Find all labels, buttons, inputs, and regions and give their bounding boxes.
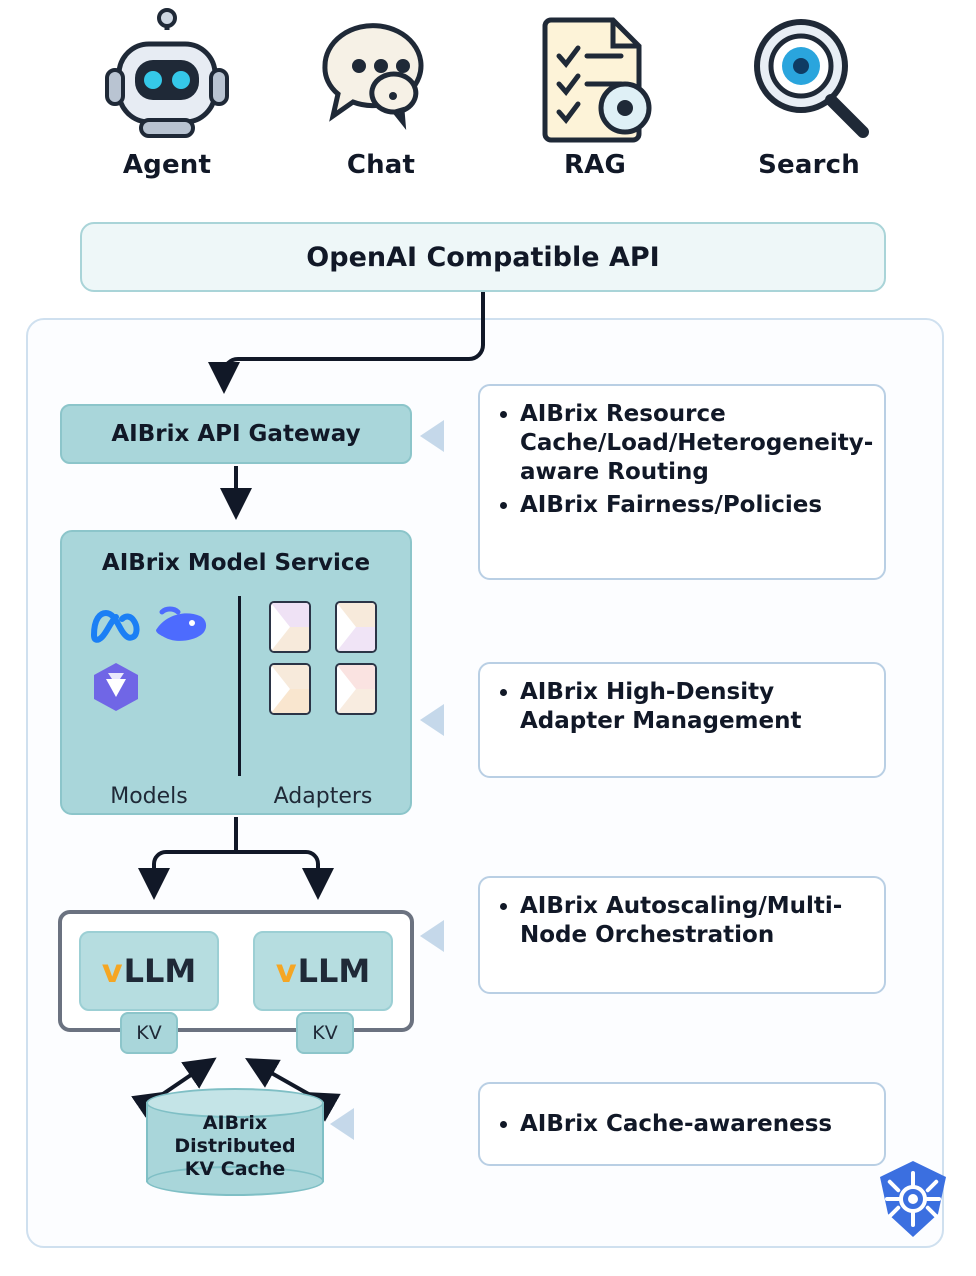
callout-pointer (420, 920, 444, 952)
callout-pointer (330, 1108, 354, 1140)
chat-bubble-icon (311, 8, 451, 148)
callout-item: • AIBrix Autoscaling/Multi-Node Orchestration (520, 892, 866, 950)
models-caption: Models (110, 784, 188, 809)
document-checklist-icon (525, 8, 665, 148)
kv-badge: KV (296, 1012, 354, 1054)
openai-compatible-api-bar (80, 222, 886, 292)
adapters-column (236, 590, 410, 815)
client-label: RAG (563, 150, 627, 180)
vllm-engine (253, 931, 393, 1011)
models-column (62, 590, 236, 815)
vllm-engine (79, 931, 219, 1011)
aibrix-model-service (60, 530, 412, 815)
cache-line-3: KV Cache (184, 1158, 286, 1180)
distributed-kv-cache (146, 1088, 324, 1196)
meta-logo (88, 605, 144, 649)
deepseek-whale-logo (152, 604, 212, 650)
qwen-logo (88, 659, 144, 719)
adapter-icon (269, 601, 311, 653)
client-chat (286, 8, 476, 180)
adapter-icon (269, 663, 311, 715)
client-label: Search (758, 150, 860, 180)
model-service-title: AIBrix Model Service (101, 550, 371, 576)
client-agent (72, 8, 262, 180)
callout-routing (478, 384, 886, 580)
kv-badge: KV (120, 1012, 178, 1054)
callout-pointer (420, 704, 444, 736)
callout-cache-awareness (478, 1082, 886, 1166)
client-label: Chat (346, 150, 416, 180)
callout-pointer (420, 420, 444, 452)
vllm-engine-group (58, 910, 414, 1032)
adapter-icon (335, 601, 377, 653)
client-row (60, 8, 916, 198)
callout-item: • AIBrix High-Density Adapter Management (520, 678, 866, 736)
gateway-label: AIBrix API Gateway (111, 421, 361, 447)
adapter-grid (257, 596, 389, 720)
vllm-llm-text: LLM (297, 952, 371, 990)
kubernetes-logo (872, 1158, 954, 1240)
cache-line-1: AIBrix (202, 1112, 268, 1134)
vllm-llm-text: LLM (123, 952, 197, 990)
client-rag (500, 8, 690, 180)
callout-autoscaling (478, 876, 886, 994)
client-label: Agent (122, 150, 212, 180)
client-search (714, 8, 904, 180)
magnifier-icon (739, 8, 879, 148)
callout-item: • AIBrix Resource Cache/Load/Heterogeneity-aware Routing (520, 400, 866, 487)
callout-item: • AIBrix Cache-awareness (520, 1110, 832, 1139)
callout-adapters (478, 662, 886, 778)
model-service-divider (238, 596, 241, 776)
model-service-body (62, 590, 410, 815)
vllm-v-letter: v (275, 952, 297, 990)
vllm-v-letter: v (101, 952, 123, 990)
robot-icon (97, 8, 237, 148)
model-logo-grid (83, 596, 215, 720)
aibrix-api-gateway (60, 404, 412, 464)
adapter-icon (335, 663, 377, 715)
api-bar-label: OpenAI Compatible API (306, 241, 660, 273)
cache-line-2: Distributed (174, 1135, 296, 1157)
adapters-caption: Adapters (273, 784, 373, 809)
callout-item: • AIBrix Fairness/Policies (520, 491, 866, 520)
